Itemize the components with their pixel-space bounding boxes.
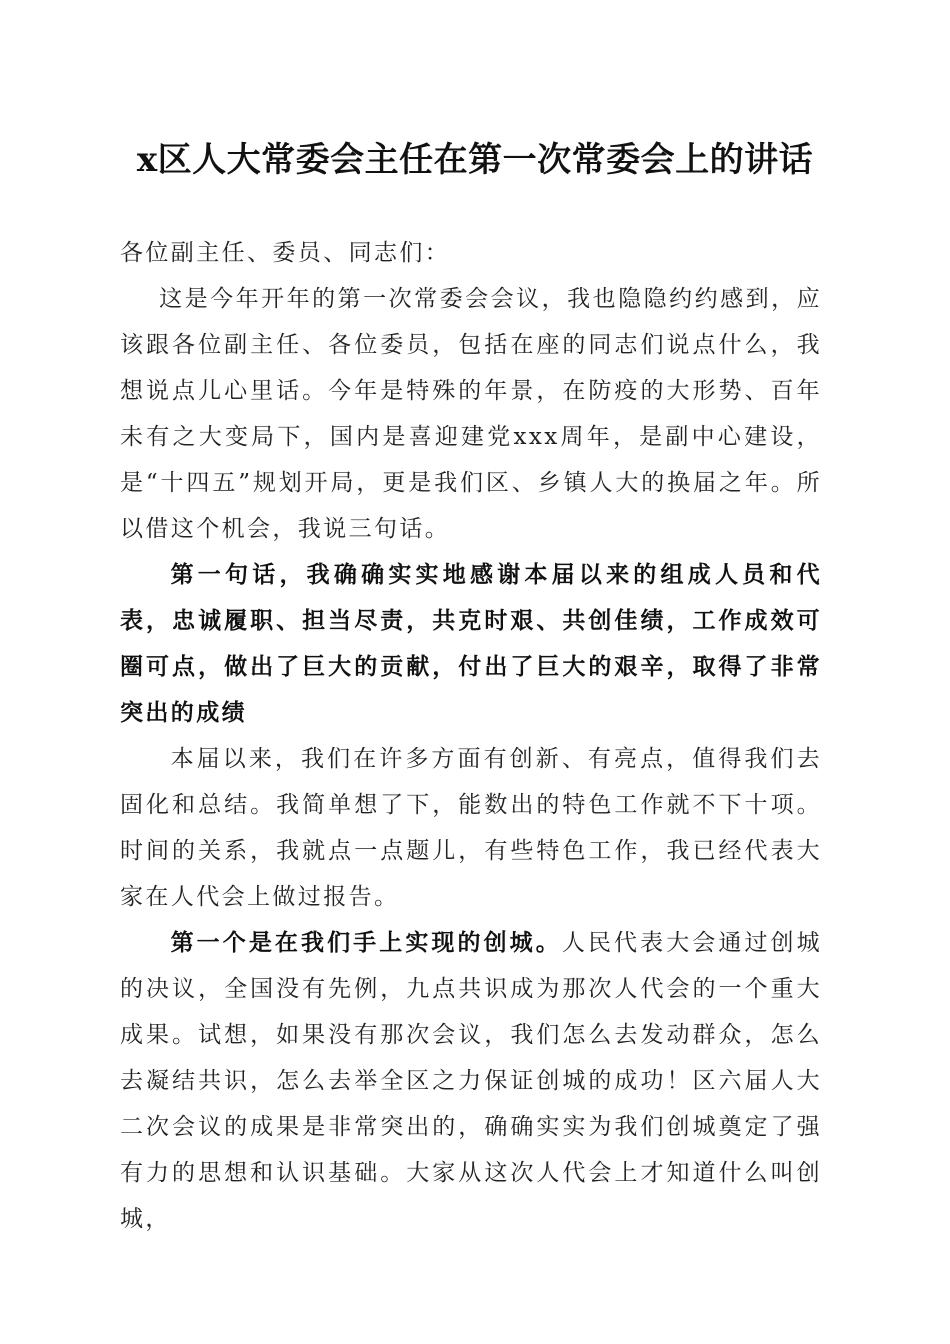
paragraph-creating-city <box>120 920 822 1242</box>
paragraph-text: 本届以来，我们在许多方面有创新、有亮点，值得我们去固化和总结。我简单想了下，能数出的特色工作就不下十项。时间的关系，我就点一点题儿，有些特色工作，我已经代表大家在人代会上做过报告。 <box>120 746 822 910</box>
section-heading-first-sentence <box>120 552 822 736</box>
paragraph-text: 这是今年开年的第一次常委会会议，我也隐隐约约感到，应该跟各位副主任、各位委员，包括在座的同志们说点什么，我想说点儿心里话。今年是特殊的年景，在防疫的大形势、百年未有之大变局下，国内是喜迎建党xxx周年，是副中心建设，是“十四五”规划开局，更是我们区、乡镇人大的换届之年。所以借这个机会，我说三句话。 <box>120 286 822 542</box>
document-title: x区人大常委会主任在第一次常委会上的讲话 <box>136 140 814 180</box>
heading-text: 第一句话，我确确实实地感谢本届以来的组成人员和代表，忠诚履职、担当尽责，共克时艰、共创佳绩，工作成效可圈可点，做出了巨大的贡献，付出了巨大的艰辛，取得了非常突出的成绩 <box>120 561 822 726</box>
paragraph-lead: 第一个是在我们手上实现的创城。 <box>170 929 562 956</box>
salutation: 各位副主任、委员、同志们： <box>120 240 451 266</box>
paragraph-text: 人民代表大会通过创城的决议，全国没有先例，九点共识成为那次人代会的一个重大成果。试想，如果没有那次会议，我们怎么去发动群众，怎么去凝结共识，怎么去举全区之力保证创城的成功！区六届人大二次会议的成果是非常突出的，确确实实为我们创城奠定了强有力的思想和认识基础。大家从这次人代会上才知道什么叫创城， <box>120 930 823 1232</box>
paragraph-achievements <box>120 736 822 920</box>
document-body <box>120 230 822 1242</box>
paragraph-opening <box>120 276 822 552</box>
